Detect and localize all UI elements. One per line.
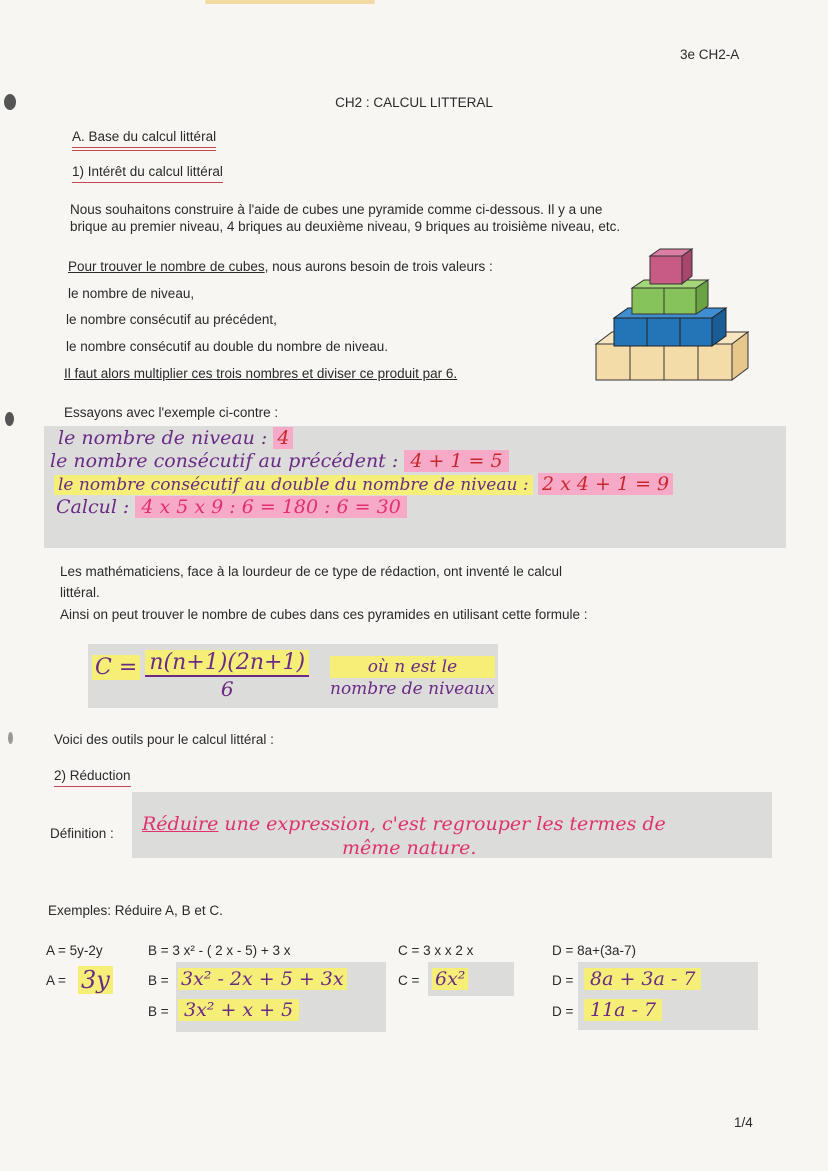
definition-label: Définition :	[50, 826, 114, 841]
value-3: le nombre consécutif au double du nombre de niveau.	[66, 339, 388, 354]
definition-line-2: même nature.	[342, 837, 477, 859]
example-a-prefix: A =	[46, 973, 66, 988]
try-example-label: Essayons avec l'exemple ci-contre :	[64, 405, 279, 420]
example-c-statement: C = 3 x x 2 x	[398, 943, 474, 958]
example-b-answer-2: 3x² + x + 5	[178, 999, 299, 1021]
formula-denominator: 6	[220, 677, 234, 701]
subsection-1-title: 1) Intérêt du calcul littéral	[72, 163, 223, 180]
example-d-answer-1: 8a + 3a - 7	[584, 968, 701, 990]
value-1: le nombre de niveau,	[68, 286, 195, 301]
formula-numerator: n(n+1)(2n+1)	[145, 650, 309, 677]
intro-line-2: brique au premier niveau, 4 briques au deuxième niveau, 9 briques au troisième niveau, etc.	[70, 219, 621, 234]
example-d-prefix-1: D =	[552, 973, 574, 988]
example-d-answer-2: 11a - 7	[584, 999, 662, 1021]
value-2: le nombre consécutif au précédent,	[66, 312, 277, 327]
section-a-title: A. Base du calcul littéral	[72, 128, 216, 145]
scan-tape-mark	[205, 0, 375, 4]
examples-label: Exemples: Réduire A, B et C.	[48, 903, 223, 918]
example-d-prefix-2: D =	[552, 1004, 574, 1019]
page-title: CH2 : CALCUL LITTERAL	[335, 95, 493, 110]
example-d-statement: D = 8a+(3a-7)	[552, 943, 637, 958]
example-a-statement: A = 5y-2y	[46, 943, 103, 958]
example-a-answer: 3y	[78, 966, 113, 994]
example-b-statement: B = 3 x² - ( 2 x - 5) + 3 x	[148, 943, 291, 958]
math-line-1: Les mathématiciens, face à la lourdeur de ce type de rédaction, ont inventé le calcul	[60, 564, 563, 579]
note-line-2: le nombre consécutif au précédent : 4 + 1 = 5	[50, 450, 509, 472]
find-cubes-line: Pour trouver le nombre de cubes, nous aurons besoin de trois valeurs :	[68, 259, 493, 274]
example-b-prefix-2: B =	[148, 1004, 169, 1019]
hole-punch-icon	[5, 412, 14, 426]
math-line-3: Ainsi on peut trouver le nombre de cubes dans ces pyramides en utilisant cette formule :	[60, 607, 588, 622]
note-line-3: le nombre consécutif au double du nombre de niveau : 2 x 4 + 1 = 9	[54, 473, 673, 495]
formula-note: où n est le nombre de niveaux	[330, 657, 495, 699]
example-b-prefix-1: B =	[148, 973, 169, 988]
example-c-prefix: C =	[398, 973, 420, 988]
rule-line: Il faut alors multiplier ces trois nombres et diviser ce produit par 6.	[64, 366, 458, 381]
note-line-4: Calcul : 4 x 5 x 9 : 6 = 180 : 6 = 30	[56, 496, 407, 518]
definition-line-1: Réduire une expression, c'est regrouper les termes de	[142, 813, 666, 835]
tools-intro: Voici des outils pour le calcul littéral :	[54, 732, 274, 747]
example-b-answer-1: 3x² - 2x + 5 + 3x	[178, 968, 347, 990]
intro-line-1: Nous souhaitons construire à l'aide de cubes une pyramide comme ci-dessous. Il y a une	[70, 202, 603, 217]
note-line-1: le nombre de niveau : 4	[58, 427, 293, 449]
definition-text	[142, 812, 762, 860]
hole-punch-icon	[8, 732, 13, 744]
formula: C = $\frac{n(n+1)(2n+1)}{6}$	[92, 650, 309, 701]
page-ref: 3e CH2-A	[680, 47, 740, 62]
example-c-answer: 6x²	[432, 968, 468, 990]
formula-fraction	[145, 650, 309, 701]
math-line-2: littéral.	[60, 585, 100, 600]
subsection-2-title: 2) Réduction	[54, 767, 131, 784]
page-number: 1/4	[734, 1115, 753, 1130]
pyramid-cubes-illustration	[592, 244, 752, 384]
